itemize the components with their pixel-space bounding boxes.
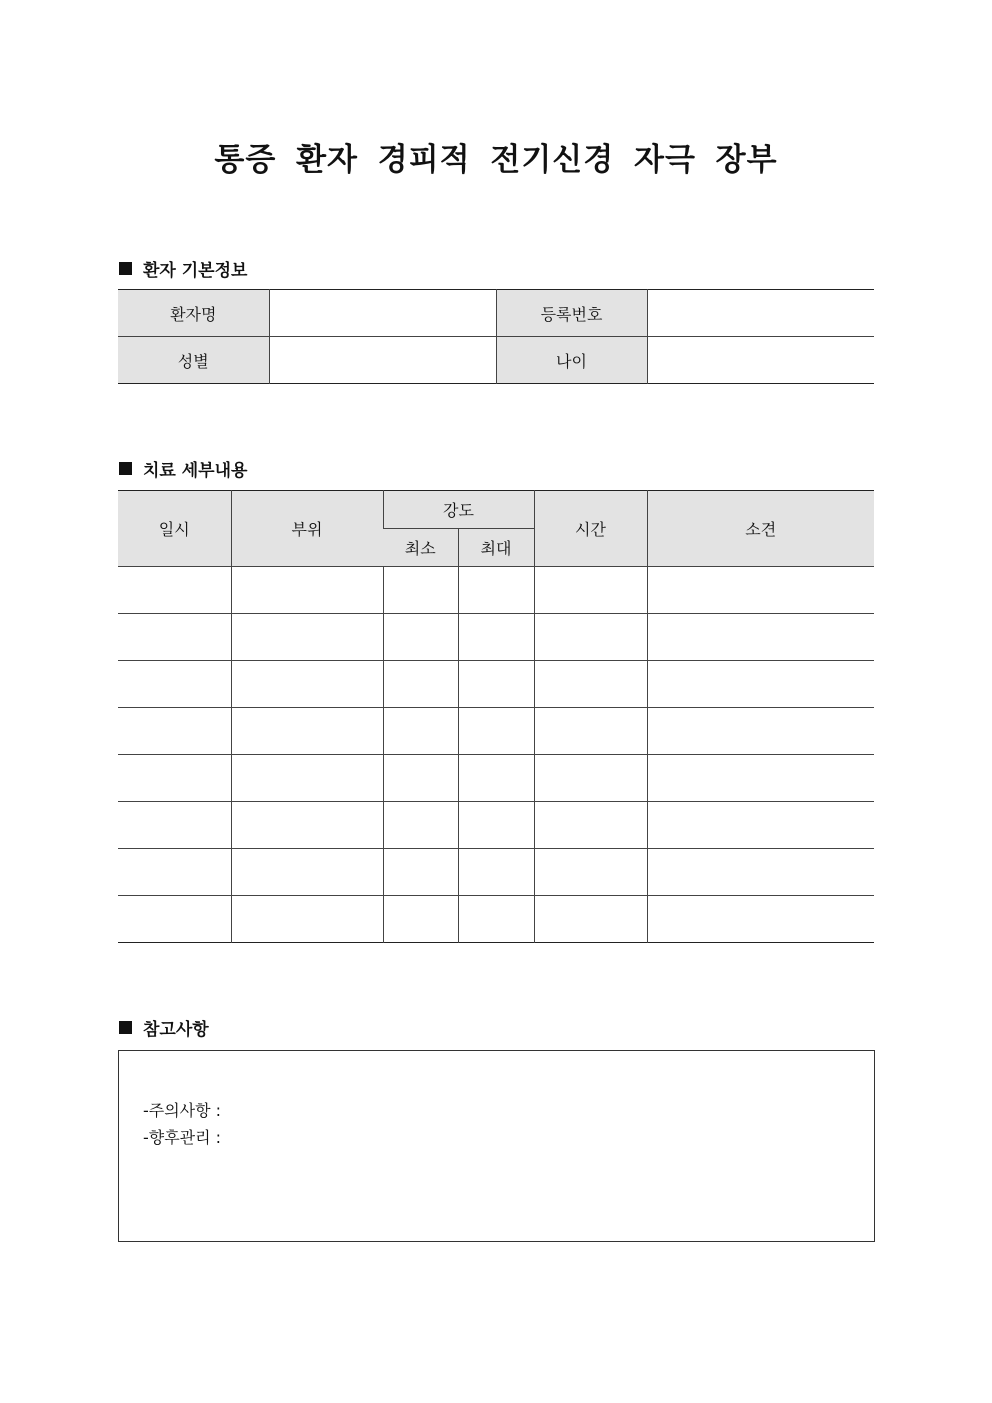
- column-header-findings: 소견: [647, 491, 874, 567]
- table-row: [118, 567, 874, 614]
- column-header-site: 부위: [231, 491, 383, 567]
- time-cell[interactable]: [534, 708, 647, 755]
- site-cell[interactable]: [231, 567, 383, 614]
- table-row: [118, 614, 874, 661]
- date-cell[interactable]: [118, 849, 231, 896]
- notes-box[interactable]: [118, 1050, 875, 1242]
- section-heading-label: 참고사항: [143, 1020, 209, 1040]
- min-intensity-cell[interactable]: [383, 755, 458, 802]
- time-cell[interactable]: [534, 567, 647, 614]
- column-header-date: 일시: [118, 491, 231, 567]
- time-cell[interactable]: [534, 849, 647, 896]
- min-intensity-cell[interactable]: [383, 849, 458, 896]
- age-label: 나이: [496, 337, 647, 384]
- sex-label: 성별: [118, 337, 269, 384]
- column-header-max: 최대: [458, 529, 534, 567]
- site-cell[interactable]: [231, 849, 383, 896]
- max-intensity-cell[interactable]: [458, 708, 534, 755]
- site-cell[interactable]: [231, 708, 383, 755]
- site-cell[interactable]: [231, 802, 383, 849]
- column-header-min: 최소: [383, 529, 458, 567]
- date-cell[interactable]: [118, 708, 231, 755]
- findings-cell[interactable]: [647, 661, 874, 708]
- treatment-table: [118, 490, 874, 943]
- caution-line: -주의사항 :: [143, 1101, 222, 1120]
- time-cell[interactable]: [534, 755, 647, 802]
- time-cell[interactable]: [534, 661, 647, 708]
- max-intensity-cell[interactable]: [458, 849, 534, 896]
- min-intensity-cell[interactable]: [383, 708, 458, 755]
- findings-cell[interactable]: [647, 802, 874, 849]
- column-header-time: 시간: [534, 491, 647, 567]
- max-intensity-cell[interactable]: [458, 802, 534, 849]
- table-row: [118, 290, 874, 337]
- section-heading-notes: [119, 1015, 209, 1040]
- followup-line: -향후관리 :: [143, 1128, 222, 1147]
- min-intensity-cell[interactable]: [383, 567, 458, 614]
- table-row: [118, 661, 874, 708]
- max-intensity-cell[interactable]: [458, 755, 534, 802]
- findings-cell[interactable]: [647, 567, 874, 614]
- section-heading-treatment: [119, 456, 247, 481]
- section-heading-patient-info: [119, 256, 247, 281]
- registration-number-field[interactable]: [647, 290, 874, 337]
- findings-cell[interactable]: [647, 849, 874, 896]
- site-cell[interactable]: [231, 896, 383, 943]
- site-cell[interactable]: [231, 755, 383, 802]
- table-header-row: [118, 491, 874, 529]
- section-heading-label: 환자 기본정보: [143, 261, 248, 281]
- min-intensity-cell[interactable]: [383, 802, 458, 849]
- min-intensity-cell[interactable]: [383, 896, 458, 943]
- patient-info-table: [118, 289, 874, 384]
- max-intensity-cell[interactable]: [458, 614, 534, 661]
- max-intensity-cell[interactable]: [458, 567, 534, 614]
- date-cell[interactable]: [118, 661, 231, 708]
- table-row: [118, 896, 874, 943]
- sex-field[interactable]: [269, 337, 496, 384]
- min-intensity-cell[interactable]: [383, 661, 458, 708]
- patient-name-field[interactable]: [269, 290, 496, 337]
- document-title: 통증 환자 경피적 전기신경 자극 장부: [214, 142, 778, 178]
- findings-cell[interactable]: [647, 896, 874, 943]
- column-header-intensity: 강도: [383, 491, 534, 529]
- time-cell[interactable]: [534, 614, 647, 661]
- square-bullet-icon: [119, 462, 132, 475]
- max-intensity-cell[interactable]: [458, 661, 534, 708]
- section-heading-label: 치료 세부내용: [143, 461, 248, 481]
- age-field[interactable]: [647, 337, 874, 384]
- site-cell[interactable]: [231, 614, 383, 661]
- date-cell[interactable]: [118, 567, 231, 614]
- date-cell[interactable]: [118, 802, 231, 849]
- table-row: [118, 849, 874, 896]
- date-cell[interactable]: [118, 896, 231, 943]
- max-intensity-cell[interactable]: [458, 896, 534, 943]
- square-bullet-icon: [119, 1021, 132, 1034]
- date-cell[interactable]: [118, 755, 231, 802]
- table-row: [118, 802, 874, 849]
- time-cell[interactable]: [534, 896, 647, 943]
- date-cell[interactable]: [118, 614, 231, 661]
- table-row: [118, 708, 874, 755]
- table-row: [118, 337, 874, 384]
- registration-number-label: 등록번호: [496, 290, 647, 337]
- patient-name-label: 환자명: [118, 290, 269, 337]
- findings-cell[interactable]: [647, 755, 874, 802]
- table-row: [118, 755, 874, 802]
- time-cell[interactable]: [534, 802, 647, 849]
- min-intensity-cell[interactable]: [383, 614, 458, 661]
- findings-cell[interactable]: [647, 614, 874, 661]
- square-bullet-icon: [119, 262, 132, 275]
- site-cell[interactable]: [231, 661, 383, 708]
- findings-cell[interactable]: [647, 708, 874, 755]
